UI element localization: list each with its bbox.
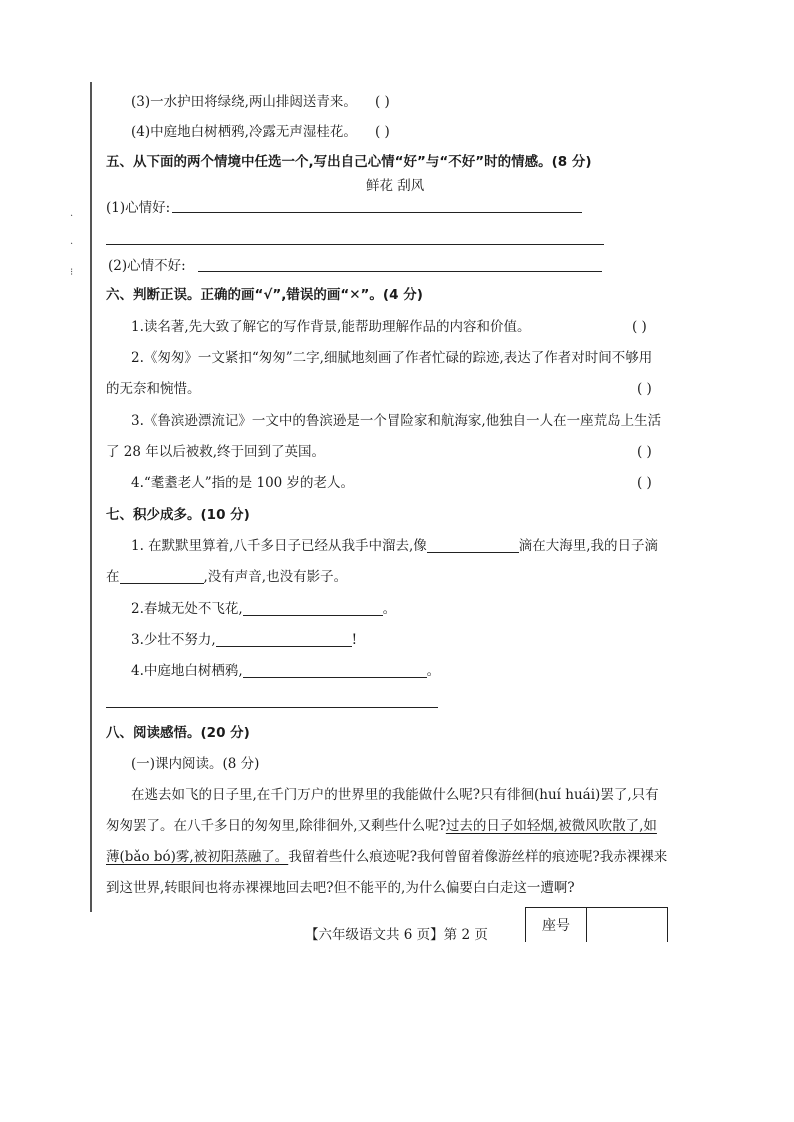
fill-item-3 bbox=[131, 630, 357, 650]
q4-item-4: (4)中庭地白树栖鸦,冷露无声湿桂花。 bbox=[131, 124, 357, 140]
seat-number-field[interactable] bbox=[587, 908, 667, 942]
answer-line[interactable] bbox=[172, 212, 582, 213]
passage-line-2 bbox=[106, 816, 657, 836]
section-7-heading: 七、积少成多。(10 分) bbox=[106, 507, 250, 523]
passage-line-3 bbox=[106, 847, 667, 867]
reading-subheading: (一)课内阅读。(8 分) bbox=[131, 756, 260, 772]
fill-blank[interactable] bbox=[120, 568, 204, 584]
margin-dot: · bbox=[70, 239, 74, 250]
passage-line-1: 在逃去如飞的日子里,在千门万户的世界里的我能做什么呢?只有徘徊(huí huái)罢了,只有 bbox=[131, 787, 659, 803]
seat-number-box bbox=[525, 907, 668, 942]
seat-number-label: 座号 bbox=[526, 908, 587, 942]
fill-item-1-line2 bbox=[106, 567, 347, 587]
answer-paren[interactable]: ( ) bbox=[632, 319, 647, 335]
judge-item-2-line2: 的无奈和惋惜。 bbox=[106, 381, 201, 397]
fill-blank[interactable] bbox=[243, 662, 427, 678]
fill-text: 1. 在默默里算着,八千多日子已经从我手中溜去,像 bbox=[131, 538, 427, 554]
q4-item-3: (3)一水护田将绿绕,两山排闼送青来。 bbox=[131, 94, 357, 110]
fill-text: 滴在大海里,我的日子滴 bbox=[518, 538, 659, 554]
answer-line[interactable] bbox=[198, 271, 602, 272]
section-6-heading: 六、判断正误。正确的画“√”,错误的画“✕”。(4 分) bbox=[106, 287, 423, 303]
fill-blank[interactable] bbox=[216, 631, 352, 647]
fill-text: 。 bbox=[426, 663, 441, 679]
passage-text: 匆匆罢了。在八千多日的匆匆里,除徘徊外,又剩些什么呢? bbox=[106, 818, 446, 834]
passage-underlined-text: 薄(bǎo bó)雾,被初阳蒸融了。 bbox=[106, 849, 289, 865]
judge-item-1: 1.读名著,先大致了解它的写作背景,能帮助理解作品的内容和价值。 bbox=[131, 319, 531, 335]
fill-text: ! bbox=[351, 632, 358, 648]
passage-line-4: 到这世界,转眼间也将赤裸裸地回去吧?但不能平的,为什么偏要白白走这一遭啊? bbox=[106, 880, 575, 896]
mood-good-label: (1)心情好: bbox=[106, 200, 171, 216]
fill-item-2 bbox=[131, 599, 396, 619]
binding-margin-line bbox=[90, 82, 92, 912]
section-5-options: 鲜花 刮风 bbox=[366, 178, 425, 194]
section-8-heading: 八、阅读感悟。(20 分) bbox=[106, 725, 250, 741]
answer-paren[interactable]: ( ) bbox=[637, 475, 652, 491]
fill-text: 4.中庭地白树栖鸦, bbox=[131, 663, 243, 679]
section-5-heading: 五、从下面的两个情境中任选一个,写出自己心情“好”与“不好”时的情感。(8 分) bbox=[106, 154, 592, 170]
fill-item-4 bbox=[131, 661, 440, 681]
answer-line[interactable] bbox=[106, 707, 438, 708]
answer-paren[interactable]: ( ) bbox=[375, 94, 390, 110]
judge-item-4: 4.“耄耋老人”指的是 100 岁的老人。 bbox=[131, 475, 355, 491]
answer-paren[interactable]: ( ) bbox=[637, 444, 652, 460]
fill-blank[interactable] bbox=[243, 600, 383, 616]
fill-text: 3.少壮不努力, bbox=[131, 632, 216, 648]
judge-item-3-line2: 了 28 年以后被救,终于回到了英国。 bbox=[106, 444, 326, 460]
fill-blank[interactable] bbox=[427, 537, 519, 553]
margin-dot: · bbox=[70, 211, 74, 222]
judge-item-3-line1: 3.《鲁滨逊漂流记》一文中的鲁滨逊是一个冒险家和航海家,他独自一人在一座荒岛上生活 bbox=[131, 413, 662, 429]
answer-line[interactable] bbox=[106, 244, 604, 245]
margin-dot: ⁝ bbox=[70, 267, 74, 278]
fill-text: 在 bbox=[106, 569, 120, 585]
page-footer: 【六年级语文共 6 页】第 2 页 bbox=[305, 927, 488, 943]
fill-text: 2.春城无处不飞花, bbox=[131, 601, 243, 617]
fill-text: 。 bbox=[382, 601, 397, 617]
fill-text: ,没有声音,也没有影子。 bbox=[203, 569, 348, 585]
mood-bad-label: (2)心情不好: bbox=[108, 258, 186, 274]
fill-item-1-line1 bbox=[131, 536, 658, 556]
answer-paren[interactable]: ( ) bbox=[375, 124, 390, 140]
answer-paren[interactable]: ( ) bbox=[637, 381, 652, 397]
judge-item-2-line1: 2.《匆匆》一文紧扣“匆匆”二字,细腻地刻画了作者忙碌的踪迹,表达了作者对时间不够用 bbox=[131, 350, 653, 366]
passage-underlined-text: 过去的日子如轻烟,被微风吹散了,如 bbox=[445, 818, 657, 834]
passage-text: 我留着些什么痕迹呢?我何曾留着像游丝样的痕迹呢?我赤裸裸来 bbox=[288, 849, 668, 865]
